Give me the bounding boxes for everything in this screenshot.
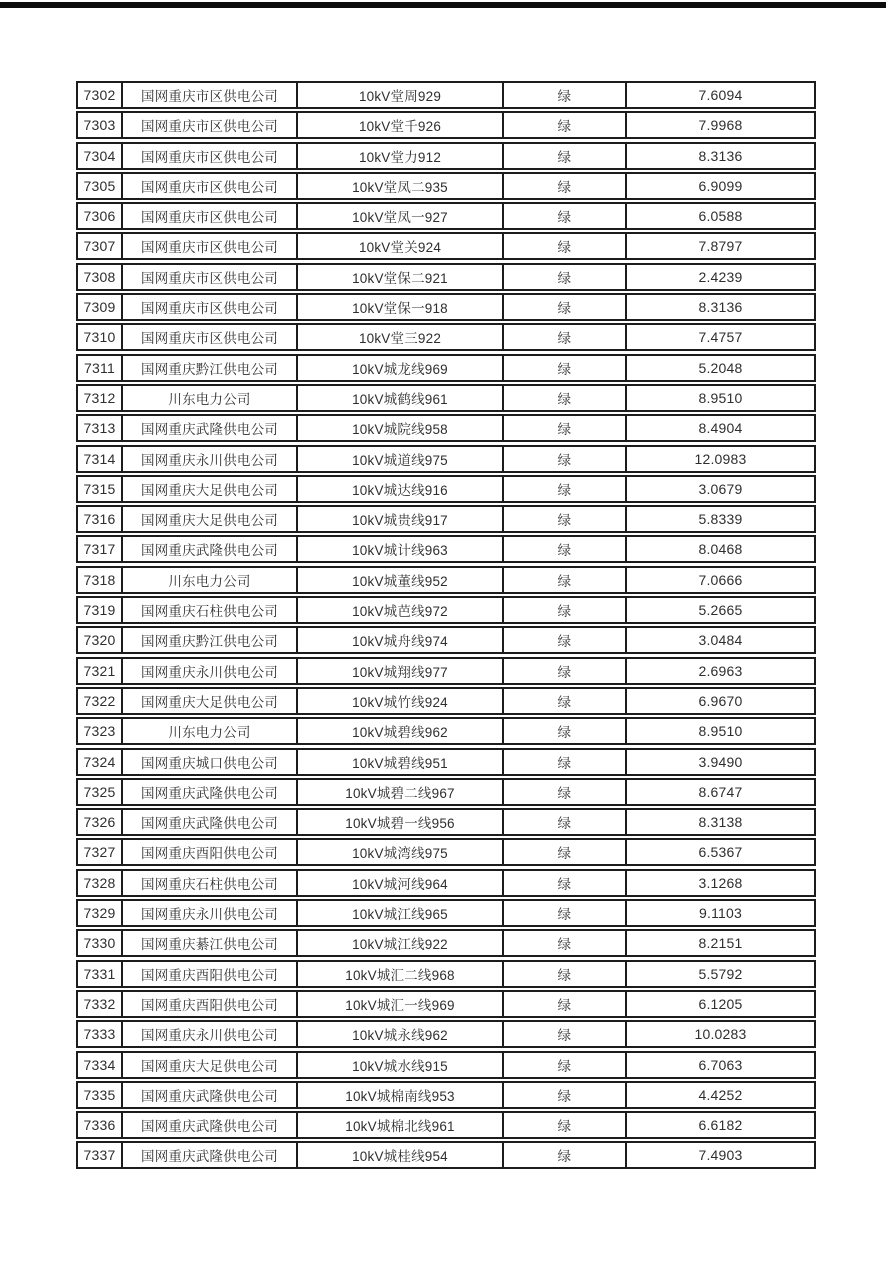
company-cell: 国网重庆市区供电公司 bbox=[123, 234, 298, 258]
company-cell: 川东电力公司 bbox=[123, 719, 298, 743]
status-cell: 绿 bbox=[504, 447, 627, 471]
line-name-cell: 10kV堂力912 bbox=[298, 144, 504, 168]
value-cell: 6.9670 bbox=[698, 692, 743, 709]
table-row bbox=[76, 869, 816, 897]
row-id-cell: 7322 bbox=[78, 689, 123, 713]
status-cell: 绿 bbox=[504, 204, 627, 228]
company-cell: 国网重庆石柱供电公司 bbox=[123, 871, 298, 895]
table-row bbox=[76, 899, 816, 927]
line-name-cell: 10kV城汇二线968 bbox=[298, 962, 504, 986]
company-cell: 国网重庆酉阳供电公司 bbox=[123, 962, 298, 986]
row-id-cell: 7303 bbox=[78, 113, 123, 137]
status-cell: 绿 bbox=[504, 992, 627, 1016]
table-row bbox=[76, 626, 816, 654]
value-cell: 6.6182 bbox=[698, 1117, 743, 1134]
value-cell: 7.8797 bbox=[698, 238, 743, 255]
company-cell: 国网重庆市区供电公司 bbox=[123, 325, 298, 349]
company-cell: 国网重庆市区供电公司 bbox=[123, 295, 298, 319]
row-id-cell: 7327 bbox=[78, 840, 123, 864]
row-id-cell: 7307 bbox=[78, 234, 123, 258]
status-cell: 绿 bbox=[504, 325, 627, 349]
value-cell: 8.4904 bbox=[698, 420, 743, 437]
company-cell: 国网重庆永川供电公司 bbox=[123, 1022, 298, 1046]
status-cell: 绿 bbox=[504, 659, 627, 683]
line-name-cell: 10kV城碧二线967 bbox=[298, 780, 504, 804]
row-id-cell: 7333 bbox=[78, 1022, 123, 1046]
table-row bbox=[76, 535, 816, 563]
status-cell: 绿 bbox=[504, 931, 627, 955]
table-row bbox=[76, 232, 816, 260]
table-row bbox=[76, 1111, 816, 1139]
company-cell: 国网重庆武隆供电公司 bbox=[123, 537, 298, 561]
line-name-cell: 10kV城董线952 bbox=[298, 568, 504, 592]
line-name-cell: 10kV城舟线974 bbox=[298, 628, 504, 652]
row-id-cell: 7310 bbox=[78, 325, 123, 349]
company-cell: 国网重庆永川供电公司 bbox=[123, 659, 298, 683]
company-cell: 国网重庆市区供电公司 bbox=[123, 204, 298, 228]
table-row bbox=[76, 111, 816, 139]
table-row bbox=[76, 1051, 816, 1079]
row-id-cell: 7320 bbox=[78, 628, 123, 652]
line-name-cell: 10kV堂凤一927 bbox=[298, 204, 504, 228]
table-row bbox=[76, 778, 816, 806]
status-cell: 绿 bbox=[504, 295, 627, 319]
table-row bbox=[76, 323, 816, 351]
value-cell: 5.2048 bbox=[698, 359, 743, 376]
status-cell: 绿 bbox=[504, 234, 627, 258]
status-cell: 绿 bbox=[504, 810, 627, 834]
company-cell: 国网重庆大足供电公司 bbox=[123, 477, 298, 501]
table-row bbox=[76, 384, 816, 412]
company-cell: 国网重庆永川供电公司 bbox=[123, 447, 298, 471]
row-id-cell: 7329 bbox=[78, 901, 123, 925]
value-cell: 3.1268 bbox=[698, 874, 743, 891]
line-name-cell: 10kV堂关924 bbox=[298, 234, 504, 258]
value-cell: 8.3136 bbox=[698, 299, 743, 316]
value-cell: 8.9510 bbox=[698, 723, 743, 740]
value-cell: 6.9099 bbox=[698, 177, 743, 194]
table-row bbox=[76, 81, 816, 109]
company-cell: 国网重庆市区供电公司 bbox=[123, 144, 298, 168]
company-cell: 国网重庆石柱供电公司 bbox=[123, 598, 298, 622]
table-row bbox=[76, 293, 816, 321]
value-cell: 8.0468 bbox=[698, 541, 743, 558]
line-name-cell: 10kV城棉南线953 bbox=[298, 1083, 504, 1107]
table-row bbox=[76, 657, 816, 685]
line-name-cell: 10kV城江线922 bbox=[298, 931, 504, 955]
table-row bbox=[76, 929, 816, 957]
table-row bbox=[76, 445, 816, 473]
row-id-cell: 7302 bbox=[78, 83, 123, 107]
company-cell: 国网重庆市区供电公司 bbox=[123, 83, 298, 107]
row-id-cell: 7306 bbox=[78, 204, 123, 228]
table-row bbox=[76, 1141, 816, 1169]
row-id-cell: 7321 bbox=[78, 659, 123, 683]
status-cell: 绿 bbox=[504, 840, 627, 864]
company-cell: 川东电力公司 bbox=[123, 568, 298, 592]
line-name-cell: 10kV城院线958 bbox=[298, 416, 504, 440]
row-id-cell: 7318 bbox=[78, 568, 123, 592]
table-row bbox=[76, 142, 816, 170]
value-cell: 9.1103 bbox=[699, 905, 742, 922]
row-id-cell: 7316 bbox=[78, 507, 123, 531]
value-cell: 2.6963 bbox=[698, 662, 743, 679]
status-cell: 绿 bbox=[504, 113, 627, 137]
company-cell: 国网重庆酉阳供电公司 bbox=[123, 992, 298, 1016]
line-name-cell: 10kV城计线963 bbox=[298, 537, 504, 561]
status-cell: 绿 bbox=[504, 1143, 627, 1167]
status-cell: 绿 bbox=[504, 901, 627, 925]
table-row bbox=[76, 475, 816, 503]
table-row bbox=[76, 1020, 816, 1048]
company-cell: 川东电力公司 bbox=[123, 386, 298, 410]
company-cell: 国网重庆市区供电公司 bbox=[123, 174, 298, 198]
table-row bbox=[76, 1081, 816, 1109]
status-cell: 绿 bbox=[504, 386, 627, 410]
line-name-cell: 10kV堂保二921 bbox=[298, 265, 504, 289]
status-cell: 绿 bbox=[504, 568, 627, 592]
value-cell: 3.9490 bbox=[698, 753, 743, 770]
company-cell: 国网重庆市区供电公司 bbox=[123, 265, 298, 289]
line-name-cell: 10kV堂凤二935 bbox=[298, 174, 504, 198]
value-cell: 6.0588 bbox=[698, 208, 743, 225]
line-name-cell: 10kV城达线916 bbox=[298, 477, 504, 501]
value-cell: 12.0983 bbox=[694, 450, 747, 467]
status-cell: 绿 bbox=[504, 265, 627, 289]
value-cell: 3.0484 bbox=[698, 632, 743, 649]
row-id-cell: 7326 bbox=[78, 810, 123, 834]
value-cell: 6.5367 bbox=[698, 844, 743, 861]
value-cell: 2.4239 bbox=[698, 268, 743, 285]
line-name-cell: 10kV城竹线924 bbox=[298, 689, 504, 713]
table-row bbox=[76, 960, 816, 988]
company-cell: 国网重庆武隆供电公司 bbox=[123, 1143, 298, 1167]
row-id-cell: 7336 bbox=[78, 1113, 123, 1137]
line-name-cell: 10kV堂千926 bbox=[298, 113, 504, 137]
company-cell: 国网重庆綦江供电公司 bbox=[123, 931, 298, 955]
table-row bbox=[76, 414, 816, 442]
table-row bbox=[76, 566, 816, 594]
line-name-cell: 10kV城碧一线956 bbox=[298, 810, 504, 834]
line-name-cell: 10kV堂保一918 bbox=[298, 295, 504, 319]
company-cell: 国网重庆武隆供电公司 bbox=[123, 1083, 298, 1107]
value-cell: 8.3138 bbox=[698, 814, 743, 831]
value-cell: 10.0283 bbox=[694, 1026, 747, 1043]
status-cell: 绿 bbox=[504, 537, 627, 561]
company-cell: 国网重庆市区供电公司 bbox=[123, 113, 298, 137]
status-cell: 绿 bbox=[504, 719, 627, 743]
row-id-cell: 7330 bbox=[78, 931, 123, 955]
row-id-cell: 7304 bbox=[78, 144, 123, 168]
value-cell: 6.1205 bbox=[698, 995, 743, 1012]
status-cell: 绿 bbox=[504, 628, 627, 652]
company-cell: 国网重庆大足供电公司 bbox=[123, 1053, 298, 1077]
table-row bbox=[76, 263, 816, 291]
row-id-cell: 7334 bbox=[78, 1053, 123, 1077]
status-cell: 绿 bbox=[504, 83, 627, 107]
status-cell: 绿 bbox=[504, 871, 627, 895]
row-id-cell: 7313 bbox=[78, 416, 123, 440]
status-cell: 绿 bbox=[504, 1083, 627, 1107]
value-cell: 5.8339 bbox=[698, 511, 743, 528]
company-cell: 国网重庆酉阳供电公司 bbox=[123, 840, 298, 864]
line-name-cell: 10kV堂周929 bbox=[298, 83, 504, 107]
table-row bbox=[76, 354, 816, 382]
status-cell: 绿 bbox=[504, 598, 627, 622]
row-id-cell: 7331 bbox=[78, 962, 123, 986]
row-id-cell: 7311 bbox=[78, 356, 123, 380]
table-row bbox=[76, 596, 816, 624]
row-id-cell: 7319 bbox=[78, 598, 123, 622]
status-cell: 绿 bbox=[504, 962, 627, 986]
status-cell: 绿 bbox=[504, 174, 627, 198]
status-cell: 绿 bbox=[504, 750, 627, 774]
value-cell: 6.7063 bbox=[698, 1056, 743, 1073]
status-cell: 绿 bbox=[504, 689, 627, 713]
row-id-cell: 7332 bbox=[78, 992, 123, 1016]
line-name-cell: 10kV城芭线972 bbox=[298, 598, 504, 622]
line-name-cell: 10kV城鹤线961 bbox=[298, 386, 504, 410]
table-row bbox=[76, 838, 816, 866]
status-cell: 绿 bbox=[504, 507, 627, 531]
row-id-cell: 7337 bbox=[78, 1143, 123, 1167]
value-cell: 7.0666 bbox=[698, 571, 743, 588]
line-name-cell: 10kV城翔线977 bbox=[298, 659, 504, 683]
company-cell: 国网重庆武隆供电公司 bbox=[123, 416, 298, 440]
company-cell: 国网重庆武隆供电公司 bbox=[123, 1113, 298, 1137]
company-cell: 国网重庆武隆供电公司 bbox=[123, 810, 298, 834]
status-cell: 绿 bbox=[504, 356, 627, 380]
table-row bbox=[76, 808, 816, 836]
page-top-divider-bar bbox=[0, 2, 886, 8]
row-id-cell: 7317 bbox=[78, 537, 123, 561]
value-cell: 7.9968 bbox=[698, 117, 743, 134]
row-id-cell: 7323 bbox=[78, 719, 123, 743]
status-cell: 绿 bbox=[504, 1053, 627, 1077]
line-name-cell: 10kV城永线962 bbox=[298, 1022, 504, 1046]
table-row bbox=[76, 172, 816, 200]
status-cell: 绿 bbox=[504, 477, 627, 501]
company-cell: 国网重庆永川供电公司 bbox=[123, 901, 298, 925]
row-id-cell: 7305 bbox=[78, 174, 123, 198]
value-cell: 8.9510 bbox=[698, 389, 743, 406]
line-name-cell: 10kV堂三922 bbox=[298, 325, 504, 349]
value-cell: 8.6747 bbox=[698, 783, 743, 800]
line-name-cell: 10kV城道线975 bbox=[298, 447, 504, 471]
table-row bbox=[76, 990, 816, 1018]
company-cell: 国网重庆大足供电公司 bbox=[123, 507, 298, 531]
table-row bbox=[76, 687, 816, 715]
row-id-cell: 7309 bbox=[78, 295, 123, 319]
row-id-cell: 7325 bbox=[78, 780, 123, 804]
table-row bbox=[76, 717, 816, 745]
line-name-cell: 10kV城贵线917 bbox=[298, 507, 504, 531]
row-id-cell: 7335 bbox=[78, 1083, 123, 1107]
table-row bbox=[76, 202, 816, 230]
company-cell: 国网重庆黔江供电公司 bbox=[123, 628, 298, 652]
row-id-cell: 7324 bbox=[78, 750, 123, 774]
line-name-cell: 10kV城汇一线969 bbox=[298, 992, 504, 1016]
line-name-cell: 10kV城河线964 bbox=[298, 871, 504, 895]
line-name-cell: 10kV城棉北线961 bbox=[298, 1113, 504, 1137]
line-name-cell: 10kV城桂线954 bbox=[298, 1143, 504, 1167]
status-cell: 绿 bbox=[504, 1113, 627, 1137]
value-cell: 7.4903 bbox=[698, 1147, 743, 1164]
row-id-cell: 7315 bbox=[78, 477, 123, 501]
line-name-cell: 10kV城水线915 bbox=[298, 1053, 504, 1077]
table-row bbox=[76, 748, 816, 776]
row-id-cell: 7312 bbox=[78, 386, 123, 410]
company-cell: 国网重庆武隆供电公司 bbox=[123, 780, 298, 804]
value-cell: 7.4757 bbox=[698, 329, 743, 346]
line-name-cell: 10kV城碧线962 bbox=[298, 719, 504, 743]
line-name-cell: 10kV城龙线969 bbox=[298, 356, 504, 380]
company-cell: 国网重庆大足供电公司 bbox=[123, 689, 298, 713]
company-cell: 国网重庆城口供电公司 bbox=[123, 750, 298, 774]
value-cell: 5.5792 bbox=[698, 965, 743, 982]
line-name-cell: 10kV城碧线951 bbox=[298, 750, 504, 774]
line-name-cell: 10kV城湾线975 bbox=[298, 840, 504, 864]
status-cell: 绿 bbox=[504, 416, 627, 440]
value-cell: 4.4252 bbox=[698, 1086, 743, 1103]
company-cell: 国网重庆黔江供电公司 bbox=[123, 356, 298, 380]
value-cell: 5.2665 bbox=[698, 602, 743, 619]
row-id-cell: 7328 bbox=[78, 871, 123, 895]
value-cell: 8.2151 bbox=[698, 935, 743, 952]
table-row bbox=[76, 505, 816, 533]
status-cell: 绿 bbox=[504, 1022, 627, 1046]
table-body bbox=[76, 81, 816, 1169]
value-cell: 8.3136 bbox=[698, 147, 743, 164]
value-cell: 7.6094 bbox=[698, 87, 743, 103]
power-line-table bbox=[76, 81, 816, 1172]
status-cell: 绿 bbox=[504, 780, 627, 804]
row-id-cell: 7314 bbox=[78, 447, 123, 471]
value-cell: 3.0679 bbox=[698, 480, 743, 497]
line-name-cell: 10kV城江线965 bbox=[298, 901, 504, 925]
status-cell: 绿 bbox=[504, 144, 627, 168]
row-id-cell: 7308 bbox=[78, 265, 123, 289]
